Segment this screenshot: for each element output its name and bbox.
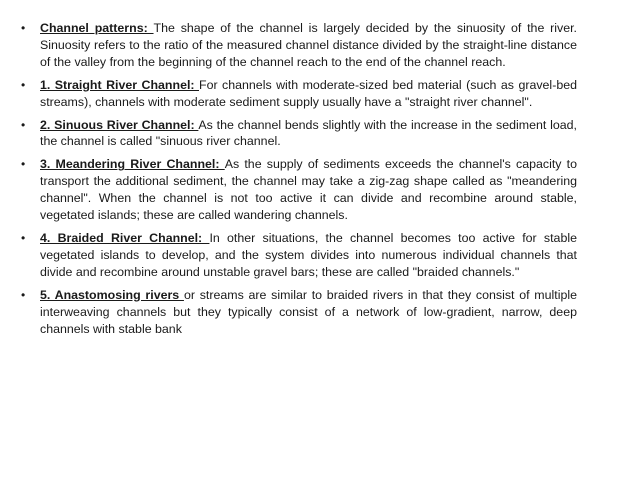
bullet-dot-icon: • [21, 157, 26, 172]
bullet-dot-icon: • [21, 287, 26, 302]
bullet-text: The shape of the channel is largely decided by the sinuosity of the river. Sinuosity refers to the ratio of the measured channel distance divided by the straight-line distance of the valley from the beginning of the channel reach to the end of the channel reach. [40, 21, 577, 69]
bullet-text: As the channel bends slightly with the increase in the sediment load, the channel is called "sinuous river channel. [40, 117, 577, 149]
bullet-heading: 4. Braided River Channel: [40, 230, 210, 245]
bullet-dot-icon: • [21, 77, 26, 92]
bullet-heading: 5. Anastomosing rivers [40, 287, 184, 302]
bullet-list [21, 20, 577, 343]
bullet-dot-icon: • [21, 21, 26, 35]
bullet-text: For channels with moderate-sized bed material (such as gravel-bed streams), channels with moderate sediment supply usually have a "straight river channel". [40, 77, 577, 109]
bullet-text: or streams are similar to braided rivers in that they consist of multiple interweaving channels but they typically consist of a network of low-gradient, narrow, deep channels with stable bank [40, 287, 577, 336]
bullet-dot-icon: • [21, 230, 26, 245]
bullet-straight-river-channel [21, 77, 577, 111]
bullet-heading: 3. Meandering River Channel: [40, 157, 225, 172]
bullet-text: As the supply of sediments exceeds the channel's capacity to transport the additional sediment, the channel may take a zig-zag shape called as "meandering channel". When the channel is not too active it can divide and recombine around stable, vegetated islands; these are called wandering channels. [40, 157, 577, 223]
bullet-heading: 2. Sinuous River Channel: [40, 117, 199, 132]
bullet-channel-patterns [21, 20, 577, 71]
bullet-sinuous-river-channel [21, 117, 577, 151]
bullet-heading: 1. Straight River Channel: [40, 77, 199, 92]
bullet-heading: Channel patterns: [40, 21, 154, 35]
bullet-text: In other situations, the channel becomes too active for stable vegetated islands to develop, and the system divides into numerous individual channels that divide and recombine around unstable gravel bars; these are called "braided channels." [40, 230, 577, 279]
bullet-dot-icon: • [21, 117, 26, 132]
bullet-anastomosing-rivers [21, 287, 577, 338]
bullet-meandering-river-channel [21, 156, 577, 224]
bullet-braided-river-channel [21, 230, 577, 281]
